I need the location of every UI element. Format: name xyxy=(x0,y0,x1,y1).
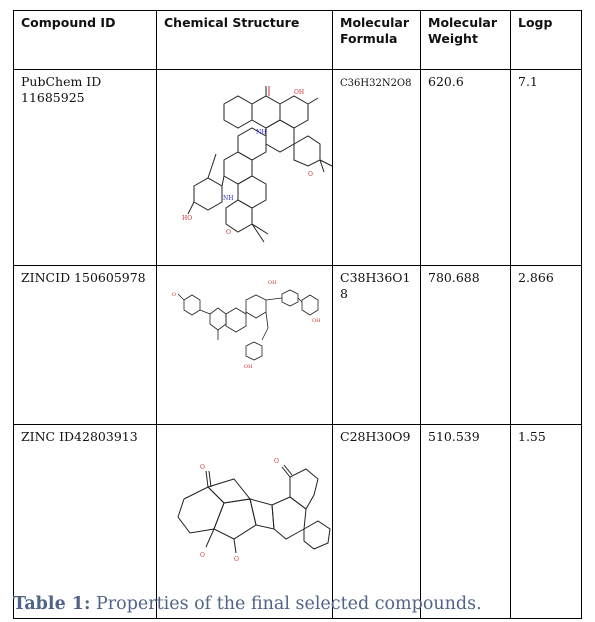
table-row xyxy=(14,425,582,619)
table-row xyxy=(14,266,582,425)
chemical-structure-2 xyxy=(164,270,340,420)
header-logp: Logp xyxy=(511,11,582,70)
structure-cell xyxy=(157,266,333,425)
structure-cell xyxy=(157,425,333,619)
atom-label-o: O xyxy=(234,556,239,563)
formula-cell: C38H36O18 xyxy=(333,266,421,425)
atom-label-o: O xyxy=(200,464,205,471)
weight-cell: 620.6 xyxy=(421,70,511,266)
table-row xyxy=(14,70,582,266)
atom-label-oh: OH xyxy=(244,364,253,370)
header-compound-id: Compound ID xyxy=(14,11,157,70)
atom-label-oh: OH xyxy=(268,280,277,286)
properties-table xyxy=(13,10,582,619)
formula-cell: C28H30O9 xyxy=(333,425,421,619)
atom-label-o: O xyxy=(274,458,279,465)
atom-label-nh: NH xyxy=(223,195,234,202)
table-caption xyxy=(13,594,482,614)
logp-cell: 1.55 xyxy=(511,425,582,619)
header-molecular-weight: Molecular Weight xyxy=(421,11,511,70)
atom-label-o: O xyxy=(200,552,205,559)
compound-id-cell: PubChem ID 11685925 xyxy=(14,70,157,266)
atom-label-o: O xyxy=(308,171,313,178)
atom-label-o: O xyxy=(172,292,177,298)
atom-label-o: O xyxy=(226,229,231,236)
atom-label-nh: NH xyxy=(256,129,267,136)
logp-cell: 2.866 xyxy=(511,266,582,425)
compound-id-cell: ZINCID 150605978 xyxy=(14,266,157,425)
formula-cell xyxy=(333,70,421,266)
compound-id-cell: ZINC ID42803913 xyxy=(14,425,157,619)
caption-text: Properties of the final selected compounds. xyxy=(96,594,482,614)
weight-cell: 780.688 xyxy=(421,266,511,425)
structure-cell xyxy=(157,70,333,266)
atom-label-ho: HO xyxy=(182,215,193,222)
formula-text: C36H32N2O8 xyxy=(340,78,412,89)
logp-cell: 7.1 xyxy=(511,70,582,266)
weight-cell: 510.539 xyxy=(421,425,511,619)
header-chemical-structure: Chemical Structure xyxy=(157,11,333,70)
atom-label-oh: OH xyxy=(294,89,305,96)
chemical-structure-1 xyxy=(164,74,340,261)
chemical-structure-3 xyxy=(164,429,340,614)
header-molecular-formula: Molecular Formula xyxy=(333,11,421,70)
caption-label: Table 1: xyxy=(13,594,91,614)
atom-label-oh: OH xyxy=(312,318,321,324)
